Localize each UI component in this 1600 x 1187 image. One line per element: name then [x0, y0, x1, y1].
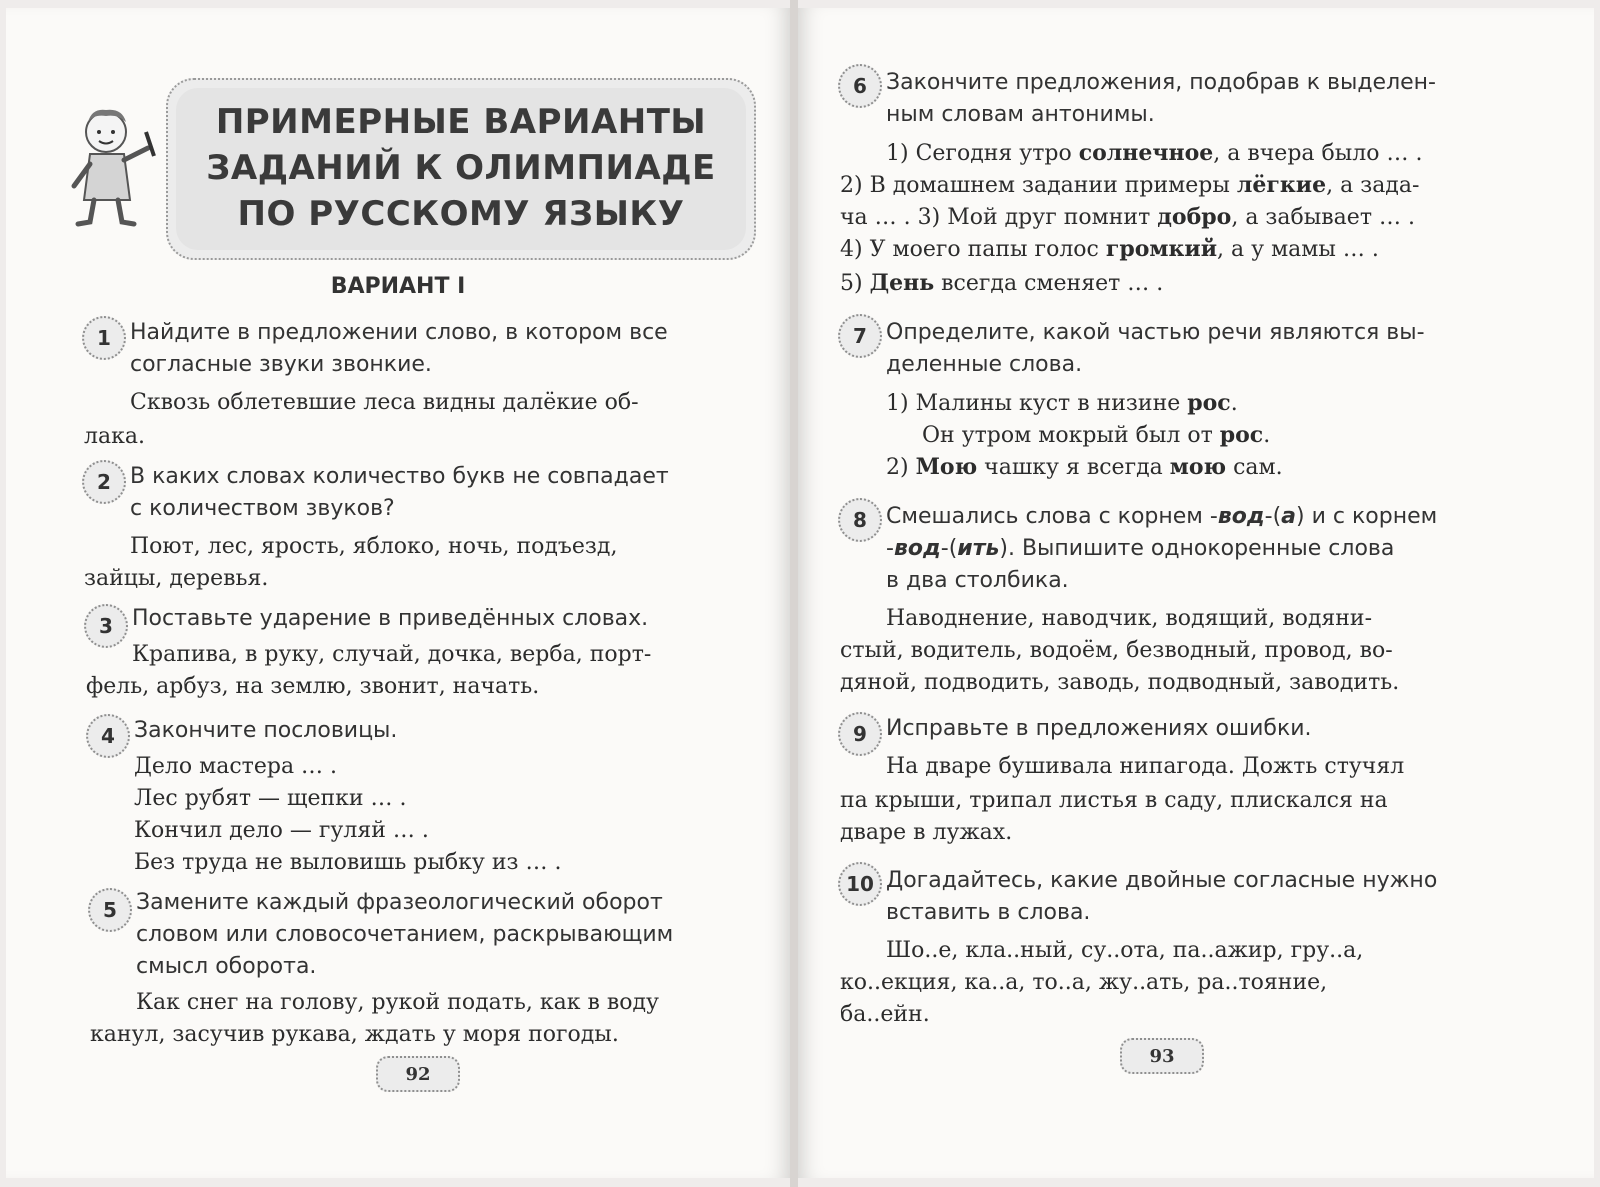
task-8-example-line-2: стый, водитель, водоём, безводный, провод, во- [840, 638, 1393, 663]
task-9-example-line-1: На дваре бушивала нипагода. Дожть стучял [886, 754, 1405, 779]
task-2-example-line-1: Поют, лес, ярость, яблоко, ночь, подъезд, [130, 534, 618, 559]
task-6-sentence-1: 1) Сегодня утро солнечное, а вчера было … . [886, 140, 1423, 166]
task-6-sentence-2: 2) В домашнем задании примеры лёгкие, а зада- [840, 172, 1420, 198]
task-3-example-line-2: фель, арбуз, на землю, звонит, начать. [86, 674, 540, 699]
task-number-badge: 4 [86, 714, 130, 758]
task-2-text-line-2: с количеством звуков? [130, 496, 395, 521]
task-7-text-line-2: деленные слова. [886, 352, 1083, 377]
page-number: 93 [1120, 1038, 1204, 1074]
title-line-3: ПО РУССКОМУ ЯЗЫКУ [237, 194, 685, 234]
task-7-sentence-3: 2) Мою чашку я всегда мою сам. [886, 454, 1283, 480]
task-number-badge: 7 [838, 314, 882, 358]
task-10-text-line-1: Догадайтесь, какие двойные согласные нужно [886, 868, 1438, 893]
task-8-text-line-2: -вод-(ить). Выпишите однокоренные слова [886, 536, 1395, 561]
task-7-sentence-2: Он утром мокрый был от рос. [922, 422, 1271, 448]
task-3-text-line-1: Поставьте ударение в приведённых словах. [132, 606, 649, 631]
task-6-sentence-3: ча … . 3) Мой друг помнит добро, а забывает … . [840, 204, 1415, 230]
proverb-4: Без труда не выловишь рыбку из … . [134, 850, 562, 875]
task-8-example-line-3: дяной, подводить, заводь, подводный, заводить. [840, 670, 1400, 695]
book-gutter [790, 0, 798, 1187]
task-8-text-line-1: Смешались слова с корнем -вод-(а) и с корнем [886, 504, 1438, 529]
task-9-example-line-2: па крыши, трипал листья в саду, плискался на [840, 788, 1388, 813]
task-4-text-line-1: Закончите пословицы. [134, 718, 398, 743]
task-6-text-line-2: ным словам антонимы. [886, 102, 1155, 127]
task-number-badge: 8 [838, 498, 882, 542]
task-10-text-line-2: вставить в слова. [886, 900, 1091, 925]
task-6-sentence-5: 5) День всегда сменяет … . [840, 270, 1164, 296]
task-number-badge: 6 [838, 64, 882, 108]
proverb-2: Лес рубят — щепки … . [134, 786, 407, 811]
task-6-text-line-1: Закончите предложения, подобрав к выделен- [886, 70, 1436, 95]
left-page [6, 8, 790, 1178]
task-9-example-line-3: дваре в лужах. [840, 820, 1013, 845]
task-10-example-line-2: ко..екция, ка..а, то..а, жу..ать, ра..тояние, [840, 970, 1328, 995]
task-number-badge: 10 [838, 862, 882, 906]
task-7-sentence-1: 1) Малины куст в низине рос. [886, 390, 1238, 416]
task-5-example-line-1: Как снег на голову, рукой подать, как в воду [136, 990, 659, 1015]
task-7-text-line-1: Определите, какой частью речи являются вы- [886, 320, 1425, 345]
task-10-example-line-3: ба..ейн. [840, 1002, 930, 1027]
task-5-example-line-2: канул, засучив рукава, ждать у моря погоды. [90, 1022, 619, 1047]
task-5-text-line-2: словом или словосочетанием, раскрывающим [136, 922, 674, 947]
task-1-example-line-2: лака. [84, 424, 145, 449]
proverb-1: Дело мастера … . [134, 754, 338, 779]
task-5-text-line-3: смысл оборота. [136, 954, 317, 979]
page-number: 92 [376, 1056, 460, 1092]
task-9-text-line-1: Исправьте в предложениях ошибки. [886, 716, 1312, 741]
title-line-2: ЗАДАНИЙ К ОЛИМПИАДЕ [206, 148, 716, 188]
proverb-3: Кончил дело — гуляй … . [134, 818, 429, 843]
task-8-text-line-3: в два столбика. [886, 568, 1069, 593]
right-page [798, 8, 1594, 1178]
task-2-text-line-1: В каких словах количество букв не совпадает [130, 464, 669, 489]
task-10-example-line-1: Шо..е, кла..ный, су..ота, па..ажир, гру..а, [886, 938, 1364, 963]
title-banner [166, 78, 756, 260]
task-8-example-line-1: Наводнение, наводчик, водящий, водяни- [886, 606, 1373, 631]
task-number-badge: 2 [82, 460, 126, 504]
task-3-example-line-1: Крапива, в руку, случай, дочка, верба, порт- [132, 642, 652, 667]
task-5-text-line-1: Замените каждый фразеологический оборот [136, 890, 663, 915]
boy-with-pencil-illustration [68, 104, 164, 230]
task-2-example-line-2: зайцы, деревья. [84, 566, 269, 591]
task-number-badge: 9 [838, 712, 882, 756]
title-line-1: ПРИМЕРНЫЕ ВАРИАНТЫ [215, 102, 707, 142]
task-number-badge: 3 [84, 604, 128, 648]
task-number-badge: 1 [82, 316, 126, 360]
variant-heading: ВАРИАНТ I [330, 274, 466, 299]
task-1-example-line-1: Сквозь облетевшие леса видны далёкие об- [130, 390, 639, 415]
task-1-text-line-2: согласные звуки звонкие. [130, 352, 432, 377]
task-6-sentence-4: 4) У моего папы голос громкий, а у мамы … . [840, 236, 1379, 262]
task-1-text-line-1: Найдите в предложении слово, в котором все [130, 320, 668, 345]
task-number-badge: 5 [88, 888, 132, 932]
